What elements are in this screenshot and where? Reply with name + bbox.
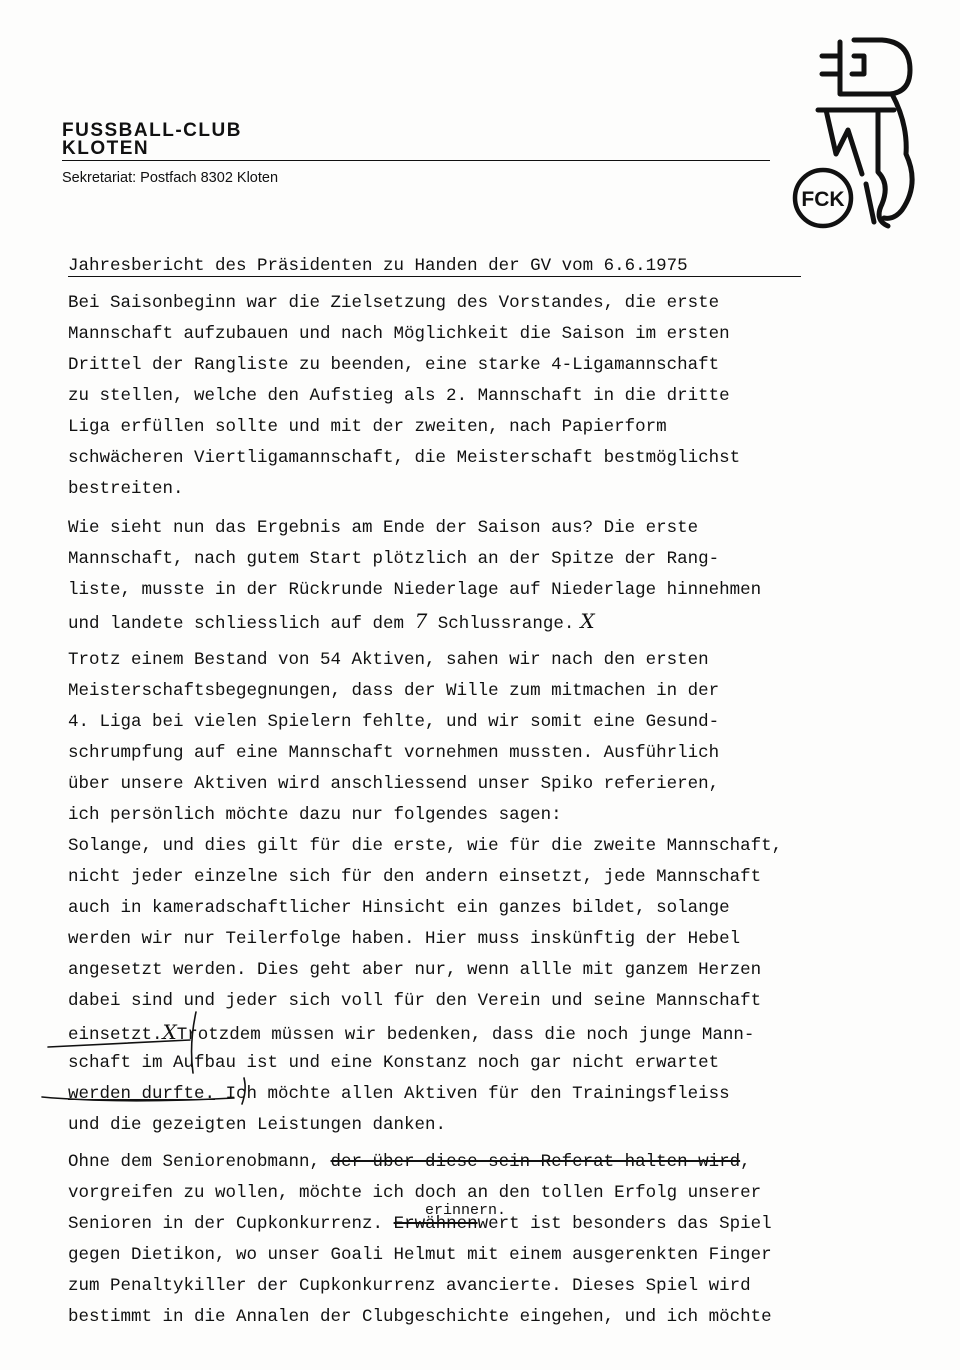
secretariat-address: Sekretariat: Postfach 8302 Kloten (62, 170, 279, 186)
club-name-line2: KLOTEN (62, 138, 150, 159)
text-line: bestimmt in die Annalen der Clubgeschichte eingehen, und ich möchte (68, 1307, 772, 1327)
text-line (68, 1079, 928, 1110)
paragraph-1 (68, 288, 928, 505)
text-line: schrumpfung auf eine Mannschaft vornehmen mussten. Ausführlich (68, 743, 720, 763)
paragraph-2 (68, 513, 928, 637)
text-fragment: einsetzt. (68, 1025, 163, 1045)
struck-text: Erwähnen (393, 1214, 478, 1234)
text-line: Liga erfüllen sollte und mit der zweiten, nach Papierform (68, 417, 667, 437)
text-line: Trotz einem Bestand von 54 Aktiven, sahen wir nach den ersten (68, 650, 709, 670)
text-line: gegen Dietikon, wo unser Goali Helmut mit einem ausgerenkten Finger (68, 1245, 772, 1265)
text-line: und die gezeigten Leistungen danken. (68, 1115, 447, 1135)
text-line: über unsere Aktiven wird anschliessend unser Spiko referieren, (68, 774, 720, 794)
text-line: Solange, und dies gilt für die erste, wie für die zweite Mannschaft, (68, 836, 783, 856)
handwritten-x-mark: X (162, 1020, 177, 1044)
text-line (68, 606, 928, 637)
text-line: zu stellen, welche den Aufstieg als 2. Mannschaft in die dritte (68, 386, 730, 406)
handwritten-insertion: erinnern. (425, 1202, 507, 1219)
handwritten-x-mark: X (580, 609, 595, 633)
text-line: schwächeren Viertligamannschaft, die Meisterschaft bestmöglichst (68, 448, 741, 468)
text-line: Bei Saisonbeginn war die Zielsetzung des Vorstandes, die erste (68, 293, 720, 313)
text-fragment: Ohne dem Seniorenobmann, (68, 1152, 331, 1172)
underlined-fragment: werden durfte. (68, 1084, 216, 1104)
struck-text: der über diese sein Referat halten wird (330, 1152, 741, 1172)
text-line: Meisterschaftsbegegnungen, dass der Wille zum mitmachen in der (68, 681, 720, 701)
text-line (68, 1147, 928, 1178)
logo-text: FCK (801, 188, 845, 211)
text-line: ich persönlich möchte dazu nur folgendes sagen: (68, 805, 562, 825)
club-name-line1: FUSSBALL-CLUB (62, 120, 242, 141)
text-line: Drittel der Rangliste zu beenden, eine starke 4-Ligamannschaft (68, 355, 720, 375)
text-line: nicht jeder einzelne sich für den andern einsetzt, jede Mannschaft (68, 867, 762, 887)
text-line: Mannschaft aufzubauen und nach Möglichkeit die Saison im ersten (68, 324, 730, 344)
fck-lion-logo (782, 34, 928, 234)
text-line: Mannschaft, nach gutem Start plötzlich an der Spitze der Rang- (68, 549, 720, 569)
text-line: dabei sind und jeder sich voll für den Verein und seine Mannschaft (68, 991, 762, 1011)
report-title: Jahresbericht des Präsidenten zu Handen der GV vom 6.6.1975 (68, 256, 688, 276)
paragraph-4 (68, 1147, 928, 1333)
text-fragment: wert ist besonders das Spiel (477, 1214, 772, 1234)
header-rule (62, 160, 770, 161)
text-fragment: und landete schliesslich auf dem (68, 614, 415, 634)
text-line: schaft im Aufbau ist und eine Konstanz noch gar nicht erwartet (68, 1053, 720, 1073)
text-line (68, 1017, 928, 1048)
text-line: vorgreifen zu wollen, möchte ich doch an den tollen Erfolg unserer (68, 1183, 762, 1203)
text-line: angesetzt werden. Dies geht aber nur, wenn allle mit ganzem Herzen (68, 960, 762, 980)
text-fragment: , (740, 1152, 751, 1172)
text-line: Wie sieht nun das Ergebnis am Ende der Saison aus? Die erste (68, 518, 699, 538)
text-line: 4. Liga bei vielen Spielern fehlte, und wir somit eine Gesund- (68, 712, 720, 732)
paragraph-3 (68, 645, 928, 1141)
text-fragment: Schlussrange. (427, 614, 575, 634)
text-line: zum Penaltykiller der Cupkonkurrenz avancierte. Dieses Spiel wird (68, 1276, 751, 1296)
title-underline (68, 276, 801, 277)
text-fragment: Ich möchte allen Aktiven für den Trainingsfleiss (215, 1084, 730, 1104)
text-fragment: Trotzdem müssen wir bedenken, dass die noch junge Mann- (176, 1025, 755, 1045)
text-fragment: Senioren in der Cupkonkurrenz. (68, 1214, 394, 1234)
text-line: werden wir nur Teilerfolge haben. Hier muss inskünftig der Hebel (68, 929, 741, 949)
handwritten-rank: 7 (414, 609, 428, 633)
text-line: auch in kameradschaftlicher Hinsicht ein ganzes bildet, solange (68, 898, 730, 918)
text-line: liste, musste in der Rückrunde Niederlage auf Niederlage hinnehmen (68, 580, 762, 600)
text-line: bestreiten. (68, 479, 184, 499)
